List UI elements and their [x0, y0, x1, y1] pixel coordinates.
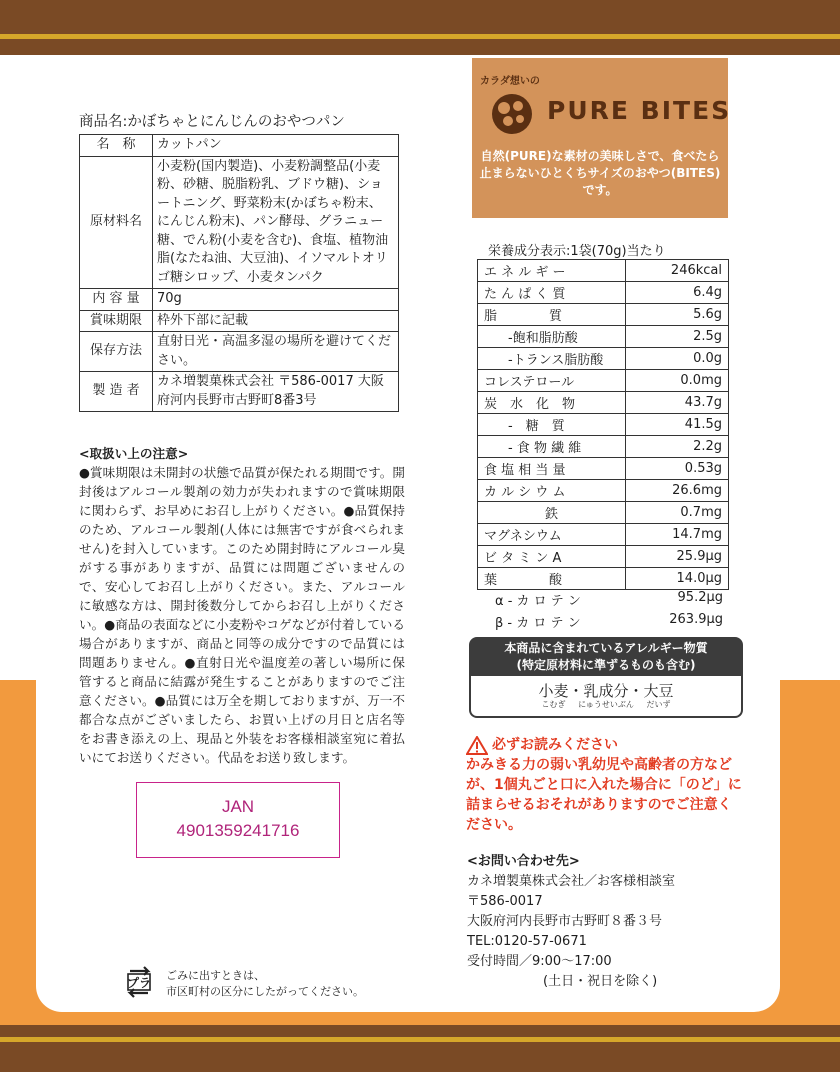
spec-label: 名 称 — [80, 135, 153, 157]
contact-info — [467, 852, 675, 992]
notes-body: ●賞味期限は未開封の状態で品質が保たれる期間です。開封後はアルコール製剤の効力が失われますので賞味期限に関わらず、お早めにお召し上がりください。●品質保持のため、アルコール製剤(人体には無害ですが食べられません)を封入しています。このため開封時にアルコール臭がする事がありますが、品質には問題ございませんので、安心してお召し上がりください。また、アルコールに敏感な方は、開封後数分してからお召し上がりください。●商品の表面などに小麦粉やコゲなどが付着している場合がありますが、商品と同等の成分ですので品質には問題ありません。●直射日光や温度差の著しい場所に保管すると商品に結露が発生することがありますのでご注意ください。●品質には万全を期しておりますが、万一不都合な点がございましたら、お買い上げの月日と店名等をお書き添えの上、現品と外装をお客様相談室宛に着払いにてお送りください。代品をお送り致します。 — [79, 465, 405, 765]
nutrient-value: 6.4g — [626, 282, 729, 304]
spec-value: 小麦粉(国内製造)、小麦粉調整品(小麦粉、砂糖、脱脂粉乳、ブドウ糖)、ショートニング、野菜粉末(かぼちゃ粉末、にんじん粉末)、パン酵母、グラニュー糖、でん粉(小麦を含む)、食塩、植物油脂(なたね油、大豆油)、イソマルトオリゴ糖シロップ、小麦タンパク — [153, 156, 399, 289]
nutrition-row — [478, 348, 729, 370]
brand-name: PURE BITES — [547, 96, 732, 125]
allergy-header-line-2: (特定原材料に準ずるものも含む) — [516, 658, 696, 672]
warning-body: かみきる力の弱い乳幼児や高齢者の方などが、1個丸ごと口に入れた場合に「のど」に詰まらせるおそれがありますのでご注意ください。 — [466, 757, 742, 833]
top-stripe — [0, 34, 840, 39]
nutrient-name: α - カ ロ テ ン — [495, 594, 581, 609]
spec-row — [80, 156, 399, 289]
handling-notes — [79, 444, 405, 767]
nutrient-value: 2.2g — [626, 436, 729, 458]
nutrition-row — [478, 414, 729, 436]
nutrient-value: 41.5g — [626, 414, 729, 436]
spec-label: 賞味期限 — [80, 310, 153, 332]
contact-company: カネ増製菓株式会社／お客様相談室 — [467, 874, 676, 889]
spec-value: 枠外下部に記載 — [153, 310, 399, 332]
nutrient-name: コレステロール — [478, 370, 626, 392]
nutrient-value: 5.6g — [626, 304, 729, 326]
nutrient-value: 26.6mg — [626, 480, 729, 502]
nutrition-row — [478, 546, 729, 568]
nutrient-name: 炭 水 化 物 — [478, 392, 626, 414]
nutrition-row — [478, 480, 729, 502]
nutrient-value: 25.9μg — [626, 546, 729, 568]
nutrient-name: マグネシウム — [478, 524, 626, 546]
nutrient-name: β - カ ロ テ ン — [495, 616, 581, 631]
spec-row — [80, 332, 399, 372]
nutrient-value: 0.7mg — [626, 502, 729, 524]
nutrition-row — [478, 282, 729, 304]
nutrient-name: 鉄 — [478, 502, 626, 524]
nutrient-value: 0.0g — [626, 348, 729, 370]
nutrition-row — [478, 568, 729, 590]
bottom-stripe — [0, 1037, 840, 1042]
spec-value: 70g — [153, 289, 399, 311]
nutrition-row — [478, 524, 729, 546]
recycle-plastic-icon — [122, 965, 156, 999]
nutrition-row — [478, 436, 729, 458]
allergy-header-line-1: 本商品に含まれているアレルギー物質 — [504, 641, 708, 655]
nutrition-row — [478, 304, 729, 326]
spec-label: 製 造 者 — [80, 372, 153, 412]
nutrient-name: -トランス脂肪酸 — [478, 348, 626, 370]
bottom-band — [0, 1025, 840, 1072]
spec-row — [80, 372, 399, 412]
nutrient-name: ビ タ ミ ン A — [478, 546, 626, 568]
nutrition-row — [478, 458, 729, 480]
allergy-header — [469, 637, 743, 676]
nutrient-name: エ ネ ル ギ ー — [478, 260, 626, 282]
nutrient-name: - 糖 質 — [478, 414, 626, 436]
nutrition-row — [478, 326, 729, 348]
product-name: 商品名:かぼちゃとにんじんのおやつパン — [79, 114, 345, 130]
allergy-ruby: こむぎ にゅうせいぶん だいず — [541, 700, 671, 709]
choking-warning — [466, 735, 742, 835]
contact-title: <お問い合わせ先> — [467, 854, 580, 869]
nutrient-value: 0.53g — [626, 458, 729, 480]
contact-zip: 〒586-0017 — [467, 894, 543, 909]
warning-title: 必ずお読みください — [492, 737, 618, 753]
allergy-items: 小麦・乳成分・大豆 — [538, 682, 674, 700]
jan-label: JAN — [221, 797, 255, 816]
nutrient-value: 2.5g — [626, 326, 729, 348]
spec-value: 直射日光・高温多湿の場所を避けてください。 — [153, 332, 399, 372]
nutrition-row — [478, 260, 729, 282]
jan-code: 4901359241716 — [176, 821, 300, 840]
nutrient-value: 43.7g — [626, 392, 729, 414]
brand-description: 自然(PURE)な素材の美味しさで、食べたら止まらないひとくちサイズのおやつ(BITES)です。 — [479, 149, 721, 197]
contact-closed: (土日・祝日を除く) — [543, 974, 658, 989]
nutrition-row — [478, 392, 729, 414]
nutrient-name: 葉 酸 — [478, 568, 626, 590]
nutrient-name: カ ル シ ウ ム — [478, 480, 626, 502]
brand-tagline: カラダ想いの — [480, 76, 540, 87]
spec-label: 保存方法 — [80, 332, 153, 372]
disposal-line-2: 市区町村の区分にしたがってください。 — [166, 985, 364, 998]
jan-box — [136, 782, 340, 858]
contact-address: 大阪府河内長野市古野町８番３号 — [467, 914, 663, 929]
nutrient-value: 0.0mg — [626, 370, 729, 392]
spec-label: 原材料名 — [80, 156, 153, 289]
brand-flower-icon — [484, 90, 542, 138]
spec-table — [79, 134, 399, 412]
nutrient-value: 14.0μg — [626, 568, 729, 590]
nutrition-table — [477, 259, 729, 590]
nutrient-name: 食 塩 相 当 量 — [478, 458, 626, 480]
spec-label: 内 容 量 — [80, 289, 153, 311]
nutrient-value: 95.2μg — [677, 590, 723, 605]
top-band — [0, 0, 840, 55]
warning-icon — [466, 736, 488, 755]
notes-title: <取扱い上の注意> — [79, 446, 189, 461]
nutrition-title: 栄養成分表示:1袋(70g)当たり — [488, 244, 666, 259]
allergy-box — [469, 676, 743, 718]
contact-tel: TEL:0120-57-0671 — [467, 934, 587, 949]
nutrient-name: 脂 質 — [478, 304, 626, 326]
nutrient-name: た ん ぱ く 質 — [478, 282, 626, 304]
nutrient-name: - 食 物 繊 維 — [478, 436, 626, 458]
nutrition-row — [478, 502, 729, 524]
spec-row — [80, 289, 399, 311]
spec-row — [80, 135, 399, 157]
svg-text:プラ: プラ — [126, 976, 152, 990]
spec-value: カットパン — [153, 135, 399, 157]
disposal-note — [166, 968, 364, 1000]
nutrient-name: -飽和脂肪酸 — [478, 326, 626, 348]
nutrient-value: 263.9μg — [669, 612, 723, 627]
spec-row — [80, 310, 399, 332]
nutrient-value: 14.7mg — [626, 524, 729, 546]
nutrition-row — [478, 370, 729, 392]
nutrient-value: 246kcal — [626, 260, 729, 282]
contact-hours: 受付時間／9:00〜17:00 — [467, 954, 612, 969]
spec-value: カネ増製菓株式会社 〒586-0017 大阪府河内長野市古野町8番3号 — [153, 372, 399, 412]
disposal-line-1: ごみに出すときは、 — [166, 969, 265, 982]
